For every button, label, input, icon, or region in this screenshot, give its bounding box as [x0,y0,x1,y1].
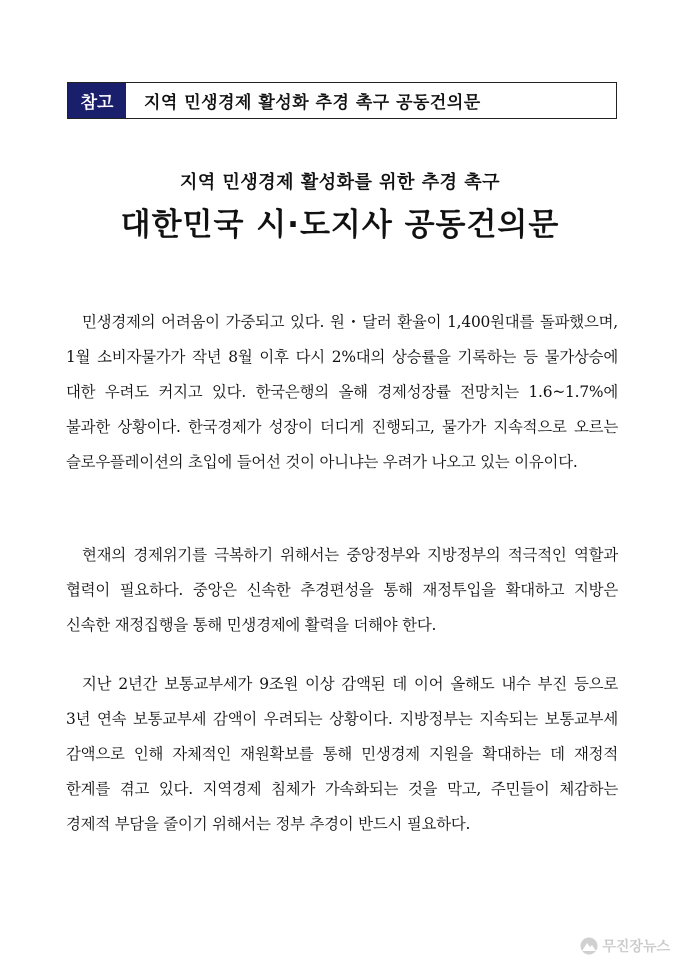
paragraph-3: 지난 2년간 보통교부세가 9조원 이상 감액된 데 이어 올해도 내수 부진 등으로 3년 연속 보통교부세 감액이 우려되는 상황이다. 지방정부는 지속되는 보통교부세 감액으로 인해 자체적인 재원확보를 통해 민생경제 지원을 확대하는 데 재정적 한계를 겪고 있다. 지역경제 침체가 가속화되는 것을 막고, 주민들이 체감하는 경제적 부담을 줄이기 위해서는 정부 추경이 반드시 필요하다. [66,675,618,833]
header-box [67,82,617,119]
document-title: 대한민국 시·도지사 공동건의문 [120,207,560,243]
watermark-text: 무진장뉴스 [602,939,670,955]
header-title: 지역 민생경제 활성화 추경 촉구 공동건의문 [144,93,481,113]
mountain-logo-icon [580,937,598,955]
paragraph-1: 민생경제의 어려움이 가중되고 있다. 원・달러 환율이 1,400원대를 돌파했으며, 1월 소비자물가가 작년 8월 이후 다시 2%대의 상승률을 기록하는 등 물가상승에 대한 우려도 커지고 있다. 한국은행의 올해 경제성장률 전망치는 1.6~1.7%에 불과한 상황이다. 한국경제가 성장이 더디게 진행되고, 물가가 지속적으로 오르는 슬로우플레이션의 초입에 들어선 것이 아니냐는 우려가 나오고 있는 이유이다. [66,313,618,471]
document-subtitle: 지역 민생경제 활성화를 위한 추경 촉구 [179,172,501,193]
watermark [580,936,670,956]
paragraph-2: 현재의 경제위기를 극복하기 위해서는 중앙정부와 지방정부의 적극적인 역할과 협력이 필요하다. 중앙은 신속한 추경편성을 통해 재정투입을 확대하고 지방은 신속한 재정집행을 통해 민생경제에 활력을 더해야 한다. [66,546,618,634]
reference-tag: 참고 [68,83,130,118]
